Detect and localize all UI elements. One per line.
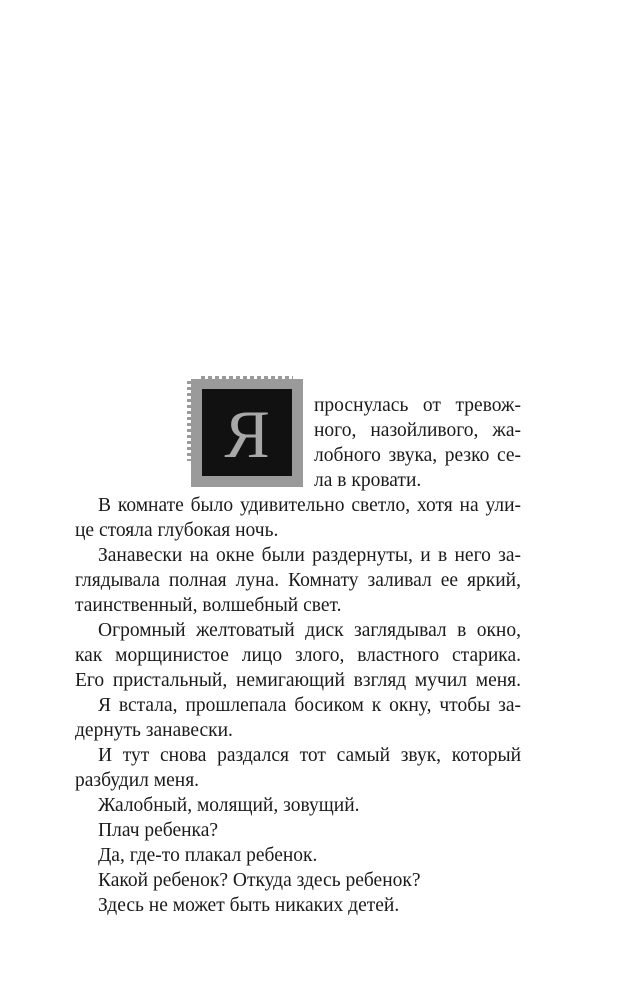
text-line: как морщинистое лицо злого, властного старика. [75, 645, 521, 666]
drop-cap-letter: Я [224, 395, 270, 472]
text-line: разбудил меня. [75, 770, 200, 791]
text-line: Плач ребенка? [98, 820, 219, 841]
text-line: ного, назойливого, жа- [314, 420, 521, 441]
text-line: И тут снова раздался тот самый звук, который [98, 745, 521, 766]
text-line: Огромный желтоватый диск заглядывал в окно, [98, 620, 521, 641]
text-line: Жалобный, молящий, зовущий. [98, 795, 360, 816]
drop-cap-frame [191, 379, 303, 487]
text-line: проснулась от тревож- [314, 395, 521, 416]
text-line: Здесь не может быть никаких детей. [98, 895, 400, 916]
text-line: лобного звука, резко се- [314, 445, 521, 466]
text-line: це стояла глубокая ночь. [75, 520, 279, 541]
text-line: Какой ребенок? Откуда здесь ребенок? [98, 870, 421, 891]
text-line: ла в кровати. [314, 470, 422, 491]
text-line: В комнате было удивительно светло, хотя на ули- [98, 495, 521, 516]
text-line: Я встала, прошлепала босиком к окну, чтобы за- [98, 695, 521, 716]
text-line: Его пристальный, немигающий взгляд мучил меня. [75, 670, 521, 691]
drop-cap-box [202, 389, 292, 476]
text-line: глядывала полная луна. Комнату заливал ее яркий, [75, 570, 521, 591]
text-line: таинственный, волшебный свет. [75, 595, 342, 616]
text-line: Да, где-то плакал ребенок. [98, 845, 318, 866]
text-line: Занавески на окне были раздернуты, и в него за- [98, 545, 521, 566]
text-line: дернуть занавески. [75, 720, 233, 741]
